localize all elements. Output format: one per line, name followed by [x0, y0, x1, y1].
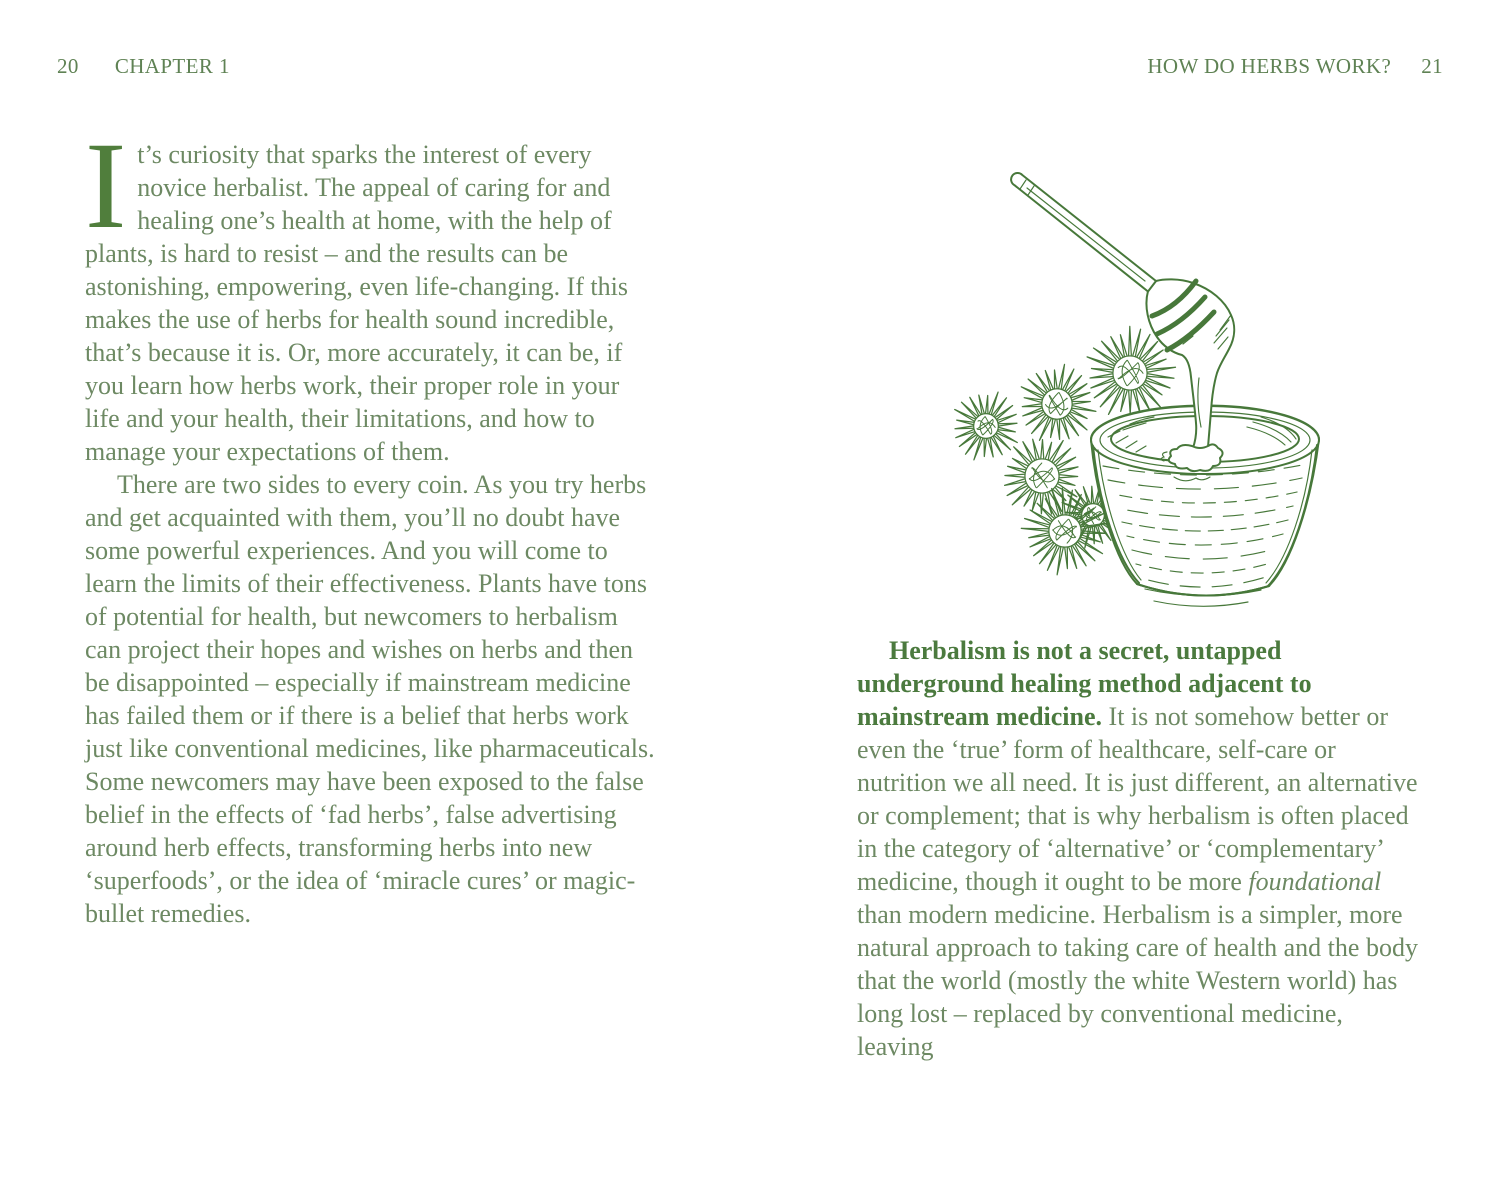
right-chapter-title: HOW DO HERBS WORK?	[1147, 54, 1392, 78]
daisy-flower	[955, 392, 1018, 460]
body-text-2: than modern medicine. Herbalism is a simpler, more natural approach to taking care of health and the body that the world (mostly the white Western world) has long lost – replaced by conventional medicine, leaving	[857, 900, 1418, 1061]
right-page-number: 21	[1421, 54, 1443, 78]
bold-lead-text: Herbalism is not a secret, untapped underground healing method adjacent to mainstream medicine.	[857, 636, 1312, 731]
paragraph-one-text: t’s curiosity that sparks the interest of every novice herbalist. The appeal of caring for and healing one’s health at home, with the help of plants, is hard to resist – and the results can be astonishing, empowering, even life-changing. If this makes the use of herbs for health sound incredible, that’s because it is. Or, more accurately, it can be, if you learn how herbs work, their proper role in your life and your health, their limitations, and how to manage your expectations of them.	[85, 140, 628, 466]
honey-dipper-bowl-illustration	[930, 140, 1402, 612]
body-text-1: It is not somehow better or even the ‘true’ form of healthcare, self-care or nutrition we all need. It is just different, an alternative or complement; that is why herbalism is often placed in the category of ‘alternative’ or ‘complementary’ medicine, though it ought to be more	[857, 702, 1418, 896]
left-chapter-title: CHAPTER 1	[114, 54, 230, 78]
right-running-head	[1147, 54, 1443, 79]
left-page-text	[85, 117, 659, 930]
daisy-flower	[1021, 364, 1096, 440]
paragraph	[857, 634, 1423, 1063]
italic-word: foundational	[1248, 867, 1382, 896]
left-page-number: 20	[57, 54, 79, 78]
paragraph-two: There are two sides to every coin. As you try herbs and get acquainted with them, you’ll no doubt have some powerful experiences. And you will come to learn the limits of their effectiveness. Plants have tons of potential for health, but newcomers to herbalism can project their hopes and wishes on herbs and then be disappointed – especially if mainstream medicine has failed them or if there is a belief that herbs work just like conventional medicines, like pharmaceuticals. Some newcomers may have been exposed to the false belief in the effects of ‘fad herbs’, false advertising around herb effects, transforming herbs into new ‘superfoods’, or the idea of ‘miracle cures’ or magic-bullet remedies.	[85, 470, 655, 928]
daisy-flower	[1005, 439, 1078, 514]
drop-cap: I	[85, 117, 127, 254]
left-running-head	[57, 54, 230, 79]
paragraph-one	[85, 117, 659, 468]
right-page-text	[857, 634, 1423, 1063]
